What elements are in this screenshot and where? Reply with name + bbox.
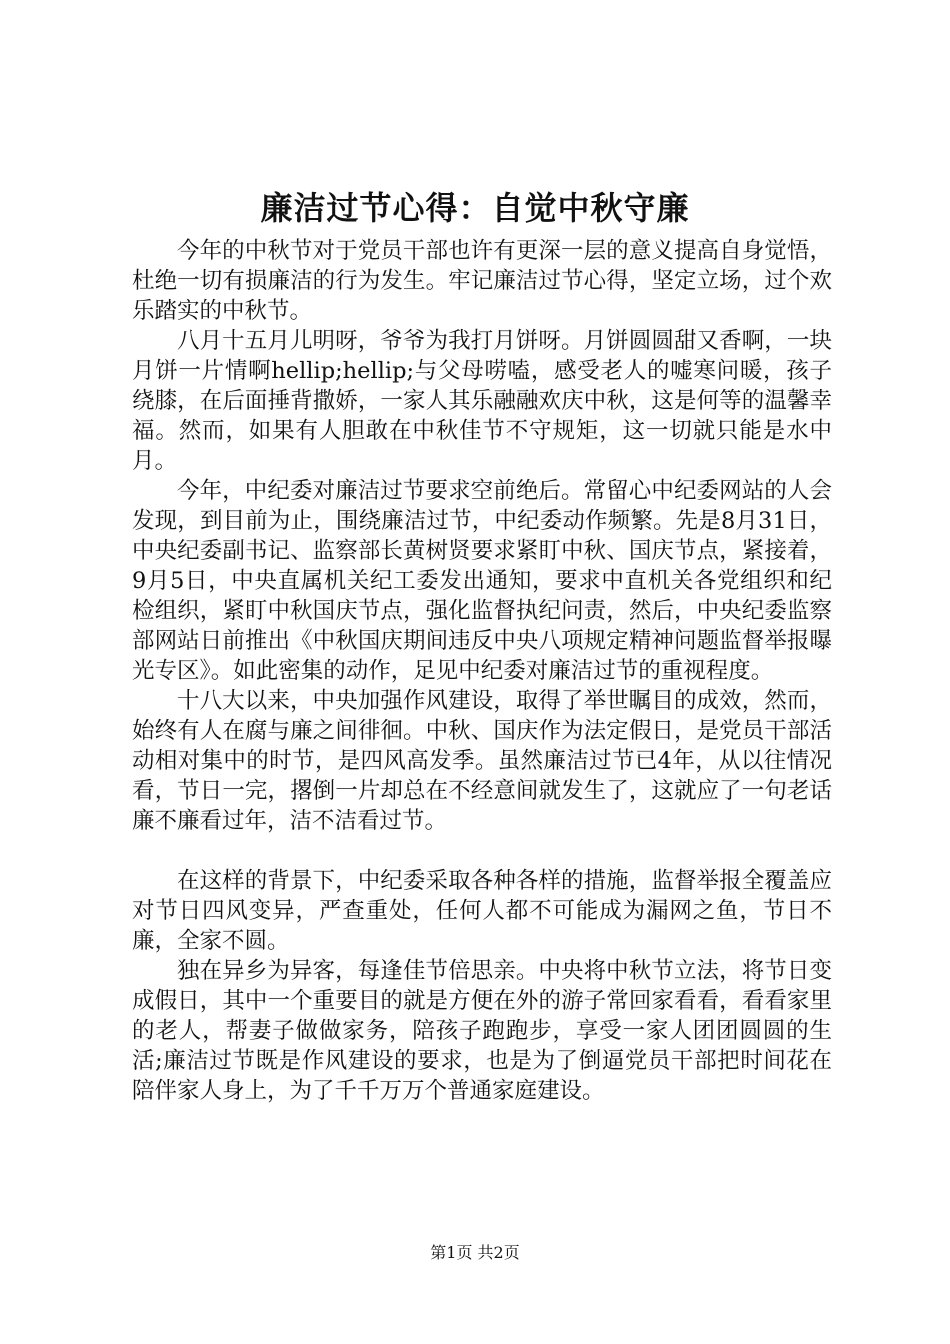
document-title: 廉洁过节心得：自觉中秋守廉 [260, 189, 690, 227]
paragraph-3: 今年，中纪委对廉洁过节要求空前绝后。常留心中纪委网站的人会发现，到目前为止，围绕廉洁过节，中纪委动作频繁。先是8月31日，中央纪委副书记、监察部长黄树贤要求紧盯中秋、国庆节点，紧接着，9月5日，中央直属机关纪工委发出通知，要求中直机关各党组织和纪检组织，紧盯中秋国庆节点，强化监督执纪问责，然后，中央纪委监察部网站日前推出《中秋国庆期间违反中央八项规定精神问题监督举报曝光专区》。如此密集的动作，足见中纪委对廉洁过节的重视程度。 [132, 478, 832, 684]
paragraph-2: 八月十五月儿明呀，爷爷为我打月饼呀。月饼圆圆甜又香啊，一块月饼一片情啊hellip;hellip;与父母唠嗑，感受老人的嘘寒问暖，孩子绕膝，在后面捶背撒娇，一家人其乐融融欢庆中秋，这是何等的温馨幸福。然而，如果有人胆敢在中秋佳节不守规矩，这一切就只能是水中月。 [132, 328, 832, 474]
paragraph-4: 十八大以来，中央加强作风建设，取得了举世瞩目的成效，然而，始终有人在腐与廉之间徘徊。中秋、国庆作为法定假日，是党员干部活动相对集中的时节，是四风高发季。虽然廉洁过节已4年，从以往情况看，节日一完，撂倒一片却总在不经意间就发生了，这就应了一句老话廉不廉看过年，洁不洁看过节。 [132, 688, 832, 834]
document-body [132, 236, 832, 1106]
paragraph-6: 独在异乡为异客，每逢佳节倍思亲。中央将中秋节立法，将节日变成假日，其中一个重要目的就是方便在外的游子常回家看看，看看家里的老人，帮妻子做做家务，陪孩子跑跑步，享受一家人团团圆圆的生活;廉洁过节既是作风建设的要求，也是为了倒逼党员干部把时间花在陪伴家人身上，为了千千万万个普通家庭建设。 [132, 958, 832, 1104]
paragraph-1: 今年的中秋节对于党员干部也许有更深一层的意义提高自身觉悟，杜绝一切有损廉洁的行为发生。牢记廉洁过节心得，坚定立场，过个欢乐踏实的中秋节。 [132, 238, 832, 324]
paragraph-5: 在这样的背景下，中纪委采取各种各样的措施，监督举报全覆盖应对节日四风变异，严查重处，任何人都不可能成为漏网之鱼，节日不廉，全家不圆。 [132, 868, 832, 954]
page-number-footer: 第1页 共2页 [430, 1243, 520, 1262]
